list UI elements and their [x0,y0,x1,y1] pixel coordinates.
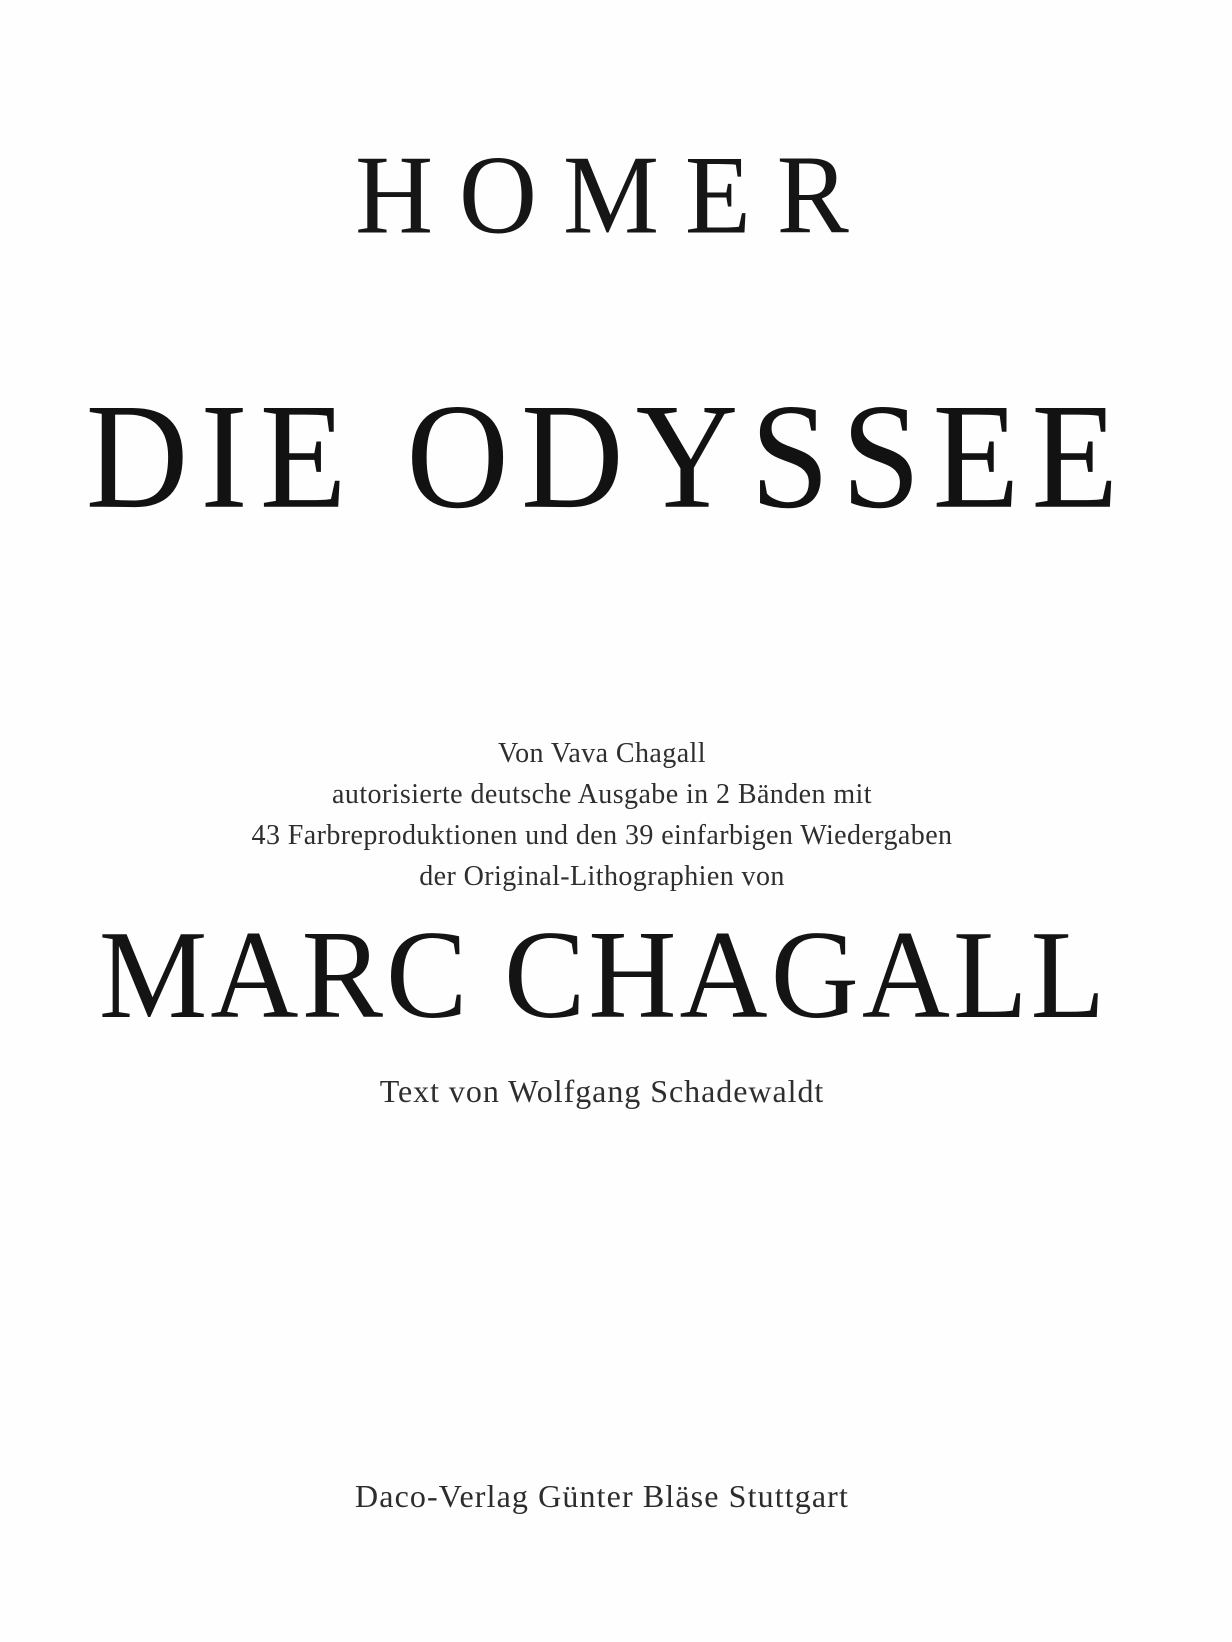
author-name: HOMER [355,133,875,258]
book-title: DIE ODYSSEE [85,373,1131,541]
edition-note-line: 43 Farbreproduktionen und den 39 einfarbigen Wiedergaben [251,820,953,851]
edition-note-line: Von Vava Chagall [498,738,706,769]
edition-note [0,733,1218,897]
edition-note-line: der Original-Lithographien von [419,861,785,892]
edition-note-line: autorisierte deutsche Ausgabe in 2 Bänden mit [332,779,872,810]
artist-name: MARC CHAGALL [98,905,1109,1045]
translator-credit: Text von Wolfgang Schadewaldt [379,1073,825,1109]
publisher-imprint: Daco-Verlag Günter Bläse Stuttgart [355,1478,849,1514]
